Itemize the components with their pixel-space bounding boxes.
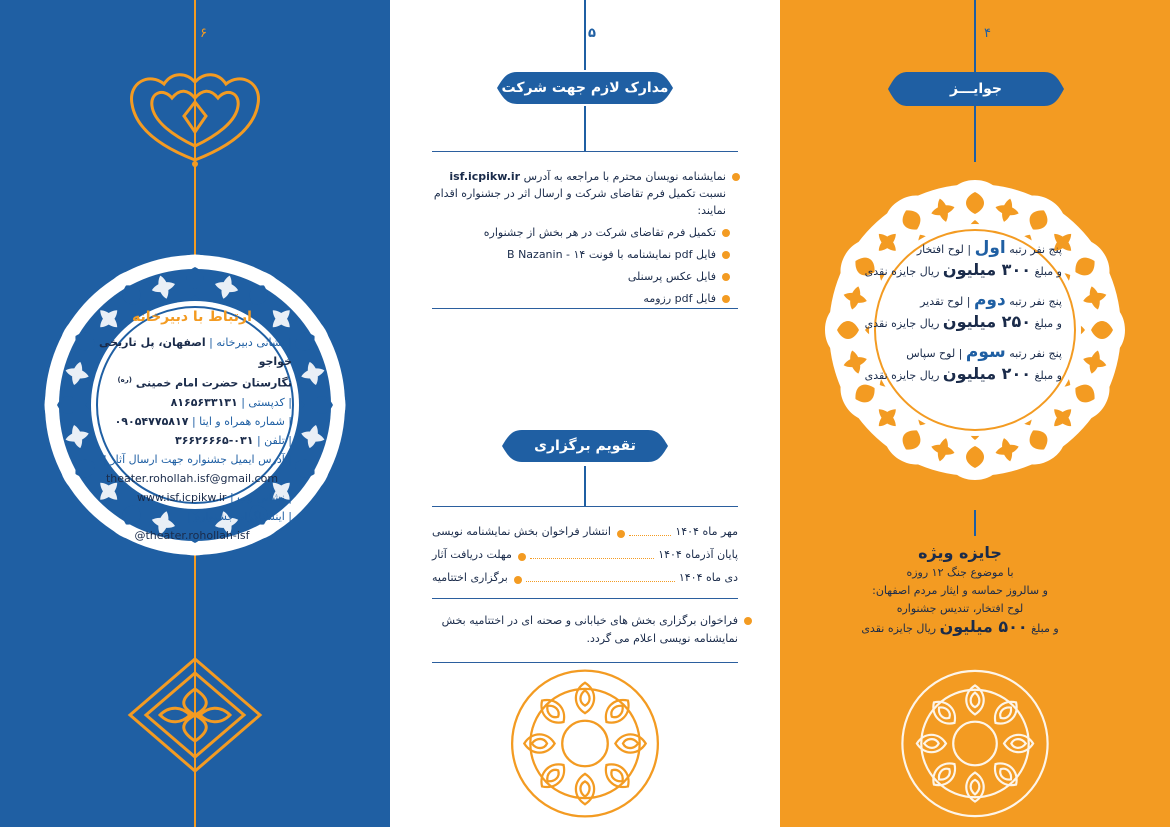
prize-prefix: پنج نفر رتبه <box>1009 243 1062 256</box>
prize-rank: دوم <box>973 290 1006 310</box>
prize-list <box>840 238 1062 394</box>
prize-amount: ۲۰۰ میلیون <box>942 364 1031 383</box>
contact-info <box>92 308 292 545</box>
prize-rank: سوم <box>965 342 1006 362</box>
address-row <box>92 333 292 371</box>
top-line <box>974 0 976 74</box>
prize-amount-suffix: ریال جایزه نقدی <box>864 265 940 278</box>
schedule-date: پایان آذرماه ۱۴۰۴ <box>658 548 738 561</box>
email-link[interactable]: theater.rohollah.isf@gmail.com <box>105 471 279 485</box>
special-amount-suffix: ریال جایزه نقدی <box>861 622 937 635</box>
page-number: ۵ <box>588 26 596 41</box>
divider <box>432 308 738 309</box>
prizes-title: جوایـــز <box>950 81 1002 97</box>
special-stem <box>974 510 976 536</box>
intro-prefix: نمایشنامه نویسان محترم با مراجعه به آدرس <box>523 170 726 183</box>
doc-item: فایل عکس پرسنلی <box>428 268 730 285</box>
email-label-row <box>92 450 292 469</box>
contact-panel <box>0 0 390 827</box>
bottom-ornament <box>120 655 270 775</box>
schedule-activity: مهلت دریافت آثار <box>432 548 526 561</box>
top-line <box>584 0 586 70</box>
prize-rank: اول <box>974 238 1006 258</box>
special-amount: ۵۰۰ میلیون <box>939 617 1028 636</box>
prize-plaque: | لوح سپاس <box>906 347 963 360</box>
mobile-label: | شماره همراه و ایتا | <box>191 414 292 428</box>
bottom-rosette-ornament <box>860 660 1090 827</box>
prize-amount-prefix: و مبلغ <box>1034 317 1062 330</box>
instagram-label-row <box>92 507 292 526</box>
prize-item <box>840 342 1062 386</box>
prize-amount: ۳۰۰ میلیون <box>942 260 1031 279</box>
prize-amount-prefix: و مبلغ <box>1034 265 1062 278</box>
web-label: | نشانی وب | <box>229 490 292 504</box>
prize-prefix: پنج نفر رتبه <box>1009 347 1062 360</box>
special-prize-amount-row <box>840 618 1080 638</box>
docs-stem <box>584 106 586 152</box>
postal-row <box>92 393 292 412</box>
web-link[interactable]: www.isf.icpikw.ir <box>137 490 227 504</box>
phone-value: ۰۳۱-۳۶۶۲۶۶۶۵ <box>175 433 254 447</box>
schedule-title: تقویم برگزاری <box>534 438 636 454</box>
divider <box>432 151 738 152</box>
email-label: | آدرس ایمیل جشنواره جهت ارسال آثار | <box>103 452 292 466</box>
schedule-row <box>432 543 738 566</box>
schedule-stem <box>584 466 586 506</box>
top-ornament <box>124 68 266 168</box>
schedule-date: دی ماه ۱۴۰۴ <box>678 571 738 584</box>
address-line2-row <box>92 371 292 393</box>
page-number: ۴ <box>984 26 991 41</box>
instagram-label: | اینستاگرام جشنواره | <box>187 509 292 523</box>
phone-row <box>92 431 292 450</box>
prizes-panel <box>780 0 1170 827</box>
prize-item <box>840 238 1062 282</box>
special-prize-title: جایزه ویژه <box>918 543 1002 562</box>
mobile-row <box>92 412 292 431</box>
documents-list <box>428 168 740 307</box>
leader-dots <box>530 550 654 559</box>
instagram-link[interactable]: @theater.rohollah-isf <box>134 528 250 542</box>
address-line2: نگارستان حضرت امام خمینی <box>135 376 292 390</box>
address-honorific: (ره) <box>117 376 132 384</box>
prize-amount-suffix: ریال جایزه نقدی <box>864 317 940 330</box>
address-line1: اصفهان، پل تاریخی خواجو <box>99 336 292 368</box>
page-number: ۶ <box>200 26 207 41</box>
doc-item: فایل pdf نمایشنامه با فونت B Nazanin - ۱۴ <box>428 246 730 263</box>
schedule-date: مهر ماه ۱۴۰۴ <box>675 525 738 538</box>
doc-item: تکمیل فرم تقاضای شرکت در هر بخش از جشنواره <box>428 224 730 241</box>
prize-plaque: | لوح تقدیر <box>920 295 971 308</box>
documents-intro <box>428 168 740 219</box>
prize-prefix: پنج نفر رتبه <box>1009 295 1062 308</box>
address-label: | نشانی دبیرخانه | <box>209 336 292 349</box>
schedule-activity: انتشار فراخوان بخش نمایشنامه نویسی <box>432 525 625 538</box>
web-row <box>92 488 292 507</box>
schedule-note: فراخوان برگزاری بخش های خیابانی و صحنه ای در اختتامیه بخش نمایشنامه نویسی اعلام می گردد. <box>432 612 752 648</box>
special-amount-prefix: و مبلغ <box>1031 622 1059 635</box>
schedule-activity: برگزاری اختتامیه <box>432 571 522 584</box>
prize-amount-suffix: ریال جایزه نقدی <box>864 369 940 382</box>
leader-dots <box>629 527 671 536</box>
intro-suffix: نسبت تکمیل فرم تقاضای شرکت و ارسال اثر در جشنواره اقدام نمایند: <box>433 187 726 217</box>
divider <box>432 598 738 599</box>
prize-amount-prefix: و مبلغ <box>1034 369 1062 382</box>
special-prize-line: با موضوع جنگ ۱۲ روزه <box>906 566 1014 579</box>
special-prize-line: لوح افتخار، تندیس جشنواره <box>896 602 1024 615</box>
intro-url[interactable]: isf.icpikw.ir <box>449 170 521 183</box>
doc-item: فایل pdf رزومه <box>428 290 730 307</box>
postal-value: ۸۱۶۵۶۳۳۱۳۱ <box>170 395 238 409</box>
schedule-row <box>432 520 738 543</box>
special-prize <box>840 544 1080 638</box>
documents-title: مدارک لازم جهت شرکت <box>501 80 669 96</box>
prize-amount: ۲۵۰ میلیون <box>942 312 1031 331</box>
phone-label: | تلفن | <box>256 433 292 447</box>
prize-plaque: | لوح افتخار <box>916 243 972 256</box>
special-prize-line: و سالروز حماسه و ایثار مردم اصفهان: <box>872 584 1048 597</box>
postal-label: | کدپستی | <box>241 395 292 409</box>
leader-dots <box>526 573 675 582</box>
divider <box>432 506 738 507</box>
bottom-rosette-ornament <box>475 660 695 827</box>
documents-panel <box>390 0 780 827</box>
schedule-table <box>432 520 738 589</box>
schedule-row <box>432 566 738 589</box>
mobile-value: ۰۹۰۵۴۷۷۵۸۱۷ <box>114 414 189 428</box>
prize-item <box>840 290 1062 334</box>
contact-heading: ارتباط با دبیرخانه <box>132 309 252 325</box>
